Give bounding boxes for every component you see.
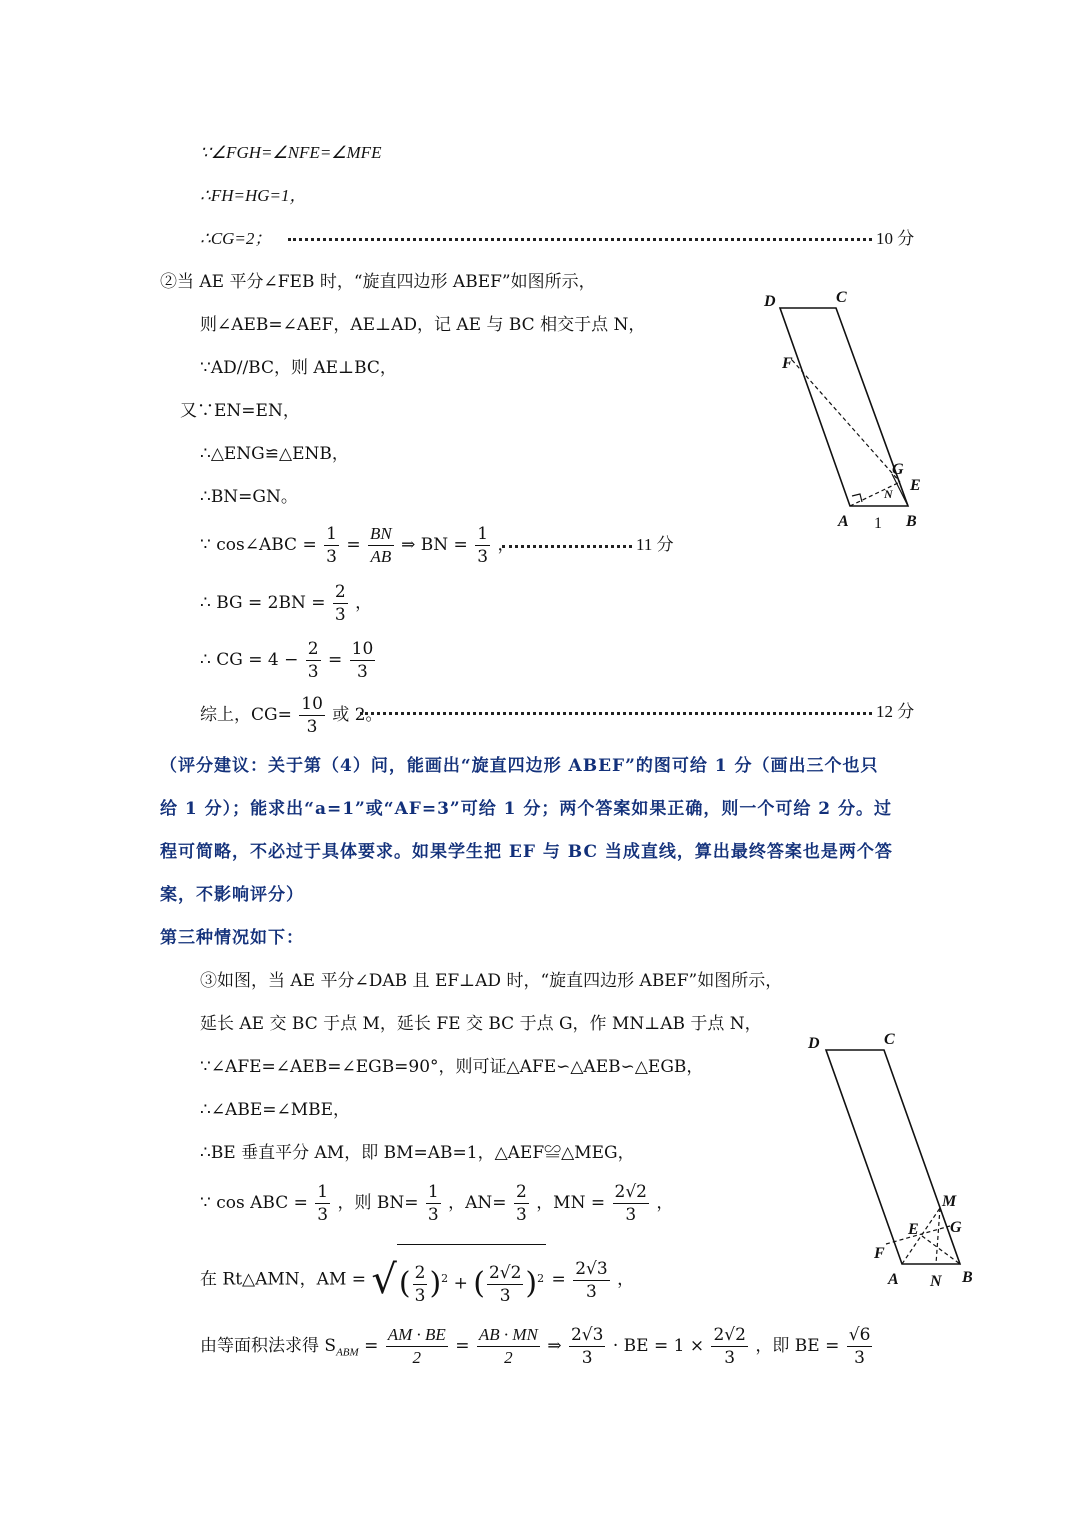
fraction-10-3-b: $\frac{10}{3}$ [301,694,323,737]
paren-open-icon: ( [398,1266,411,1302]
be-mult: · BE = 1 × [612,1336,705,1356]
fraction-2r3-3: $\frac{2√3}{3}$ [575,1258,608,1302]
cos-prefix: ∵ cos∠ABC = [200,535,317,555]
fraction-1-3-c: $\frac{1}{3}$ [317,1182,329,1225]
score-11: 11 分 [636,535,674,554]
line-fh-hg: ∴FH=HG=1， [200,186,307,205]
summary-line [200,692,383,738]
fraction-2-3-b: $\frac{2}{3}$ [307,639,319,682]
figure-parallelogram-case3 [800,1024,990,1294]
paren-close-icon: ) [525,1266,538,1302]
fraction-2r3-3-b: $\frac{2√3}{3}$ [570,1325,604,1368]
parallelogram-abcd [780,308,908,506]
label-c: C [884,1031,895,1048]
equals: = [346,535,361,555]
paren-close-icon: ) [429,1266,442,1302]
sqrt-radicand [397,1244,546,1316]
fraction-bn-ab: $\frac{BN}{AB}$ [369,524,392,566]
label-a: A [888,1271,899,1288]
implies-arrow: ⇒ [547,1336,562,1356]
case2-line5: ∴BN=GN。 [200,487,298,507]
bg-prefix: ∴ BG = 2BN = [200,593,326,613]
label-m: M [942,1193,957,1210]
label-n: N [930,1273,942,1290]
case2-intro: ②当 AE 平分∠FEB 时，“旋直四边形 ABEF”如图所示， [160,272,596,292]
label-a: A [838,513,849,530]
case3-title: 第三种情况如下： [160,928,304,948]
line-angle-equality: ∵∠FGH=∠NFE=∠MFE [200,143,382,162]
case2-line3: 又∵EN=EN， [180,401,300,421]
comma: ， [497,535,515,555]
comma: ， [617,1269,635,1290]
text-an: ，AN= [448,1193,507,1213]
comma: ， [656,1193,674,1213]
fraction-r6-3: $\frac{√6}{3}$ [848,1325,871,1368]
comma: ， [355,593,373,613]
case3-cos-line [200,1180,673,1226]
segment-gb [892,474,908,506]
case3-am-line [200,1244,634,1316]
square-exponent: 2 [441,1272,449,1285]
plus: + [453,1273,468,1294]
parallelogram-abcd [826,1050,960,1264]
label-e: E [910,477,921,494]
am-prefix: 在 Rt△AMN，AM = [200,1269,366,1290]
score-leader-11 [502,545,632,548]
label-d: D [808,1035,820,1052]
segment-mn [936,1208,940,1264]
summary-end: 或 2。 [332,705,383,725]
label-b: B [906,513,917,530]
case3-area-line [200,1323,874,1375]
cg-prefix: ∴ CG = 4 − [200,650,299,670]
label-b: B [962,1269,973,1286]
grading-note-line2: 给 1 分）；能求出“a=1”或“AF=3”可给 1 分；两个答案如果正确，则一个可给 2 分。过 [160,799,893,819]
case2-line4: ∴△ENG≌△ENB， [200,444,349,464]
line-cg-2: ∴CG=2； [200,229,272,248]
fraction-am-be: $\frac{AM \cdot BE}{2}$ [387,1325,446,1367]
fraction-2-3-sq: $\frac{2}{3}$ [414,1262,426,1306]
paren-open-icon: ( [473,1266,485,1302]
text-bn: ，则 BN= [337,1193,419,1213]
fraction-10-3: $\frac{10}{3}$ [351,639,374,682]
area-prefix: 由等面积法求得 S [200,1336,337,1356]
sqrt-icon: √ [371,1257,397,1304]
cos-abc-prefix: ∵ cos ABC = [200,1193,308,1213]
grading-note-line3: 程可简略，不必过于具体要求。如果学生把 EF 与 BC 当成直线，算出最终答案也是两个答 [160,842,893,862]
fraction-1-3: $\frac{1}{3}$ [326,524,337,567]
score-12: 12 分 [876,702,915,721]
label-g: G [950,1219,962,1236]
label-c: C [836,289,847,306]
equals: = [551,1269,566,1290]
label-f: F [782,355,793,372]
case3-line4: ∴BE 垂直平分 AM，即 BM=AB=1，△AEF≌△MEG， [200,1143,635,1163]
fraction-ab-mn: $\frac{AB \cdot MN}{2}$ [478,1325,538,1367]
case2-bg-line [200,580,372,626]
score-leader-12 [360,712,872,715]
label-e: E [908,1221,919,1238]
case2-cg-line [200,637,377,683]
score-leader-10 [288,238,872,241]
label-g: G [892,461,904,478]
be-result-text: ，即 BE = [755,1336,840,1356]
figure-parallelogram-case2 [760,284,940,534]
case3-line2: ∵∠AFE=∠AEB=∠EGB=90°，则可证△AFE∽△AEB∽△EGB， [200,1057,704,1077]
case3-intro: ③如图，当 AE 平分∠DAB 且 EF⊥AD 时，“旋直四边形 ABEF”如图所示， [200,971,783,991]
fraction-2-3: $\frac{2}{3}$ [334,582,346,625]
right-angle-mark [852,494,862,502]
fraction-mn-value: $\frac{2√2}{3}$ [614,1182,647,1225]
equals: = [327,650,343,670]
case3-line1: 延长 AE 交 BC 于点 M，延长 FE 交 BC 于点 G，作 MN⊥AB 于点 N， [200,1014,762,1034]
grading-note-line4: 案，不影响评分） [160,885,304,905]
fraction-2r2-3-b: $\frac{2√2}{3}$ [713,1325,746,1368]
fraction-bn-value: $\frac{1}{3}$ [427,1182,439,1225]
fraction-1-3-b: $\frac{1}{3}$ [477,524,489,567]
label-f: F [874,1245,885,1262]
implies-bn: ⇒ BN = [401,535,468,555]
label-d: D [764,293,776,310]
case3-line3: ∴∠ABE=∠MBE， [200,1100,351,1120]
label-length-1: 1 [874,515,882,532]
fraction-2r2-3-sq: $\frac{2√2}{3}$ [488,1262,522,1306]
case2-line1: 则∠AEB=∠AEF，AE⊥AD，记 AE 与 BC 相交于点 N， [200,315,646,335]
equals: = [455,1336,470,1356]
equals: = [364,1336,379,1356]
grading-note-line1: （评分建议：关于第（4）问，能画出“旋直四边形 ABEF”的图可给 1 分（画出三个也只 [160,756,879,776]
text-mn: ，MN = [536,1193,606,1213]
summary-prefix: 综上，CG= [200,705,292,725]
square-exponent: 2 [537,1272,545,1285]
area-subscript: ABM [336,1346,359,1359]
label-n: N [884,487,893,501]
score-10: 10 分 [876,229,915,248]
fraction-an-value: $\frac{2}{3}$ [515,1182,527,1225]
case2-line2: ∵AD//BC，则 AE⊥BC， [200,358,397,378]
case2-cos-line [200,522,514,568]
segment-fe [792,360,900,482]
